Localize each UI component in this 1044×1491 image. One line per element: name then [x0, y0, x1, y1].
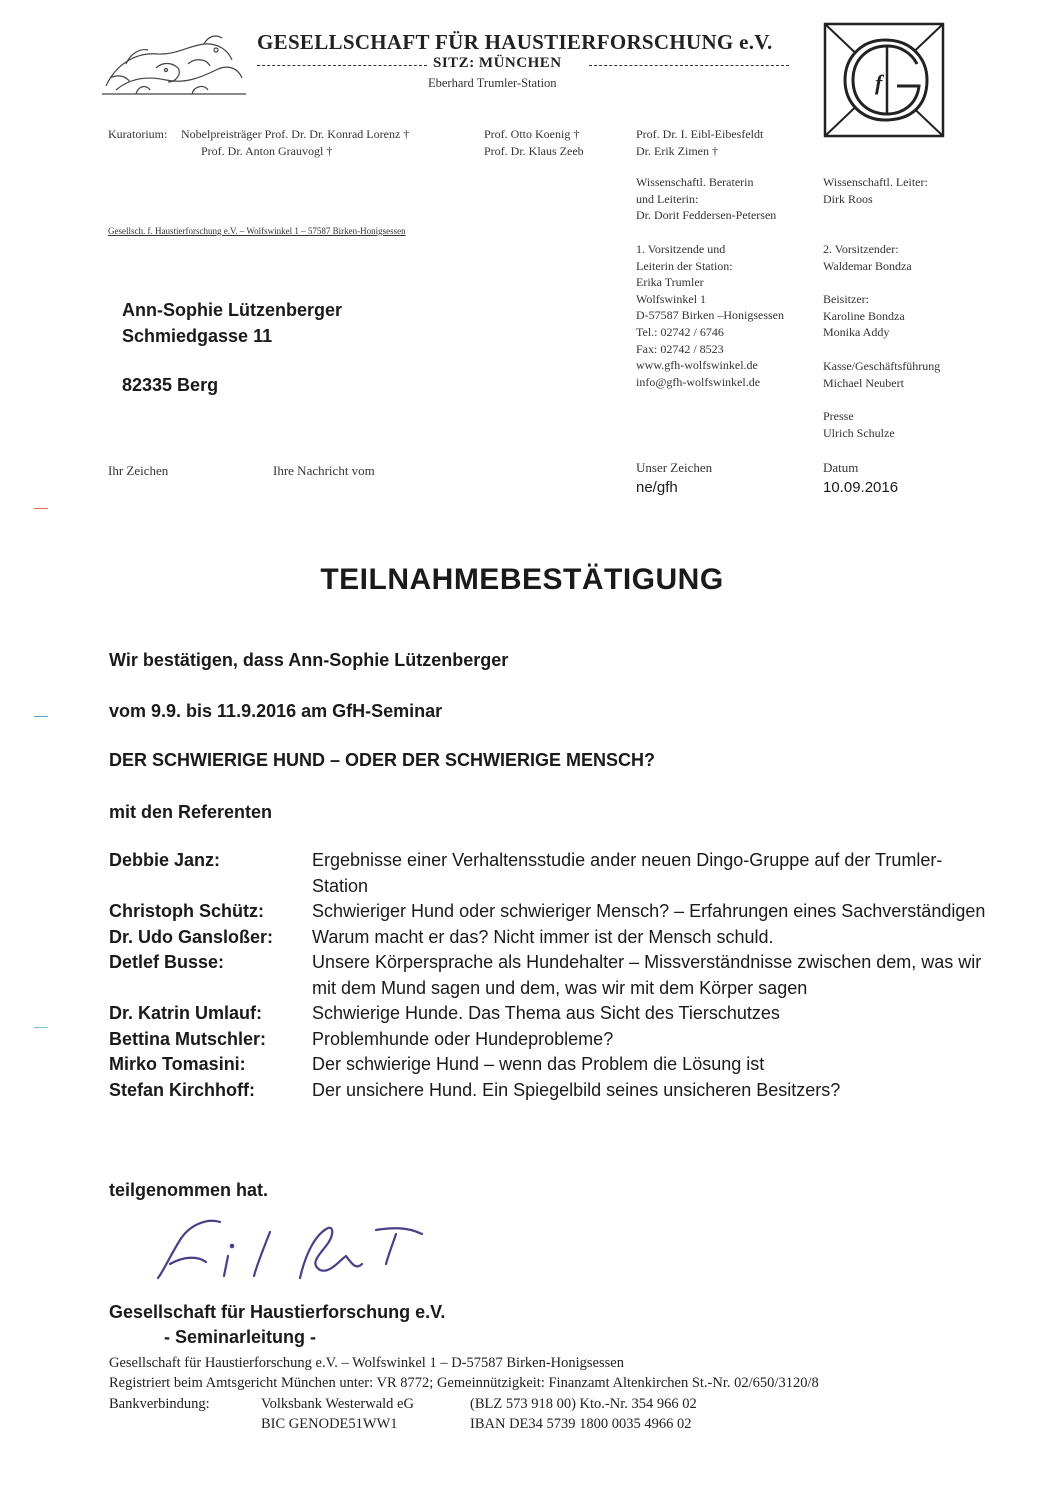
kuratorium-member: Prof. Dr. Anton Grauvogl †: [201, 143, 333, 158]
org-name: GESELLSCHAFT FÜR HAUSTIERFORSCHUNG e.V.: [257, 30, 773, 54]
bank-name: Volksbank Westerwald eG: [261, 1396, 414, 1412]
kuratorium-member: Prof. Dr. Klaus Zeeb: [484, 143, 584, 158]
seminar-title: DER SCHWIERIGE HUND – ODER DER SCHWIERIGE MENSCH?: [109, 750, 656, 770]
closing-line: teilgenommen hat.: [109, 1180, 269, 1200]
animal-sketch-logo: [96, 24, 252, 104]
recipient-name: Ann-Sophie Lützenberger: [122, 300, 342, 320]
chair1-phone: Tel.: 02742 / 6746: [636, 324, 724, 339]
lecturer-name: Mirko Tomasini:: [109, 1054, 246, 1074]
chair1-block: [636, 241, 784, 390]
recipient-city: 82335 Berg: [122, 375, 219, 395]
footer-address: Gesellschaft für Haustierforschung e.V. – Wolfswinkel 1 – D-57587 Birken-Honigsessen: [109, 1355, 624, 1371]
seat-line: [257, 55, 789, 75]
chair1-line: Wolfswinkel 1: [636, 291, 707, 306]
your-message-label: Ihre Nachricht vom: [273, 463, 375, 478]
lecturer-row: [109, 925, 989, 951]
lecturer-row: [109, 899, 989, 925]
svg-text:f: f: [875, 70, 883, 95]
website-link[interactable]: www.gfh-wolfswinkel.de: [636, 358, 758, 373]
press-line: Ulrich Schulze: [823, 425, 895, 440]
recipient-street: Schmiedgasse 11: [122, 326, 273, 346]
chair2-line: 2. Vorsitzender:: [823, 242, 899, 256]
leader-line: Wissenschaftl. Leiter:: [823, 175, 928, 189]
kuratorium-label: Kuratorium:: [108, 127, 168, 141]
treasury-line: Kasse/Geschäftsführung: [823, 359, 941, 373]
kuratorium-member: Nobelpreisträger Prof. Dr. Dr. Konrad Lorenz †: [181, 127, 410, 141]
your-ref-label: Ihr Zeichen: [108, 463, 169, 478]
lecturer-name: Dr. Katrin Umlauf:: [109, 1003, 263, 1023]
bank-iban: IBAN DE34 5739 1800 0035 4966 02: [470, 1416, 692, 1432]
kuratorium-col2: [484, 126, 584, 159]
kuratorium-col1: [181, 126, 409, 159]
bank-bic: BIC GENODE51WW1: [261, 1416, 398, 1432]
footer-registration: Registriert beim Amtsgericht München unter: VR 8772; Gemeinnützigkeit: Finanzamt Altenkirchen St.-Nr. 02/650/3120/8: [109, 1375, 819, 1391]
seminar-dates: vom 9.9. bis 11.9.2016 am GfH-Seminar: [109, 701, 443, 721]
chair1-line: Leiterin der Station:: [636, 258, 733, 273]
lecturer-row: [109, 1001, 989, 1027]
lecture-topic: Ergebnisse einer Verhaltensstudie ander neuen Dingo-Gruppe auf der Trumler-Station: [312, 850, 943, 896]
fold-mark: [34, 1027, 48, 1028]
signatory-role: - Seminarleitung -: [164, 1327, 317, 1347]
handwritten-signature: [150, 1212, 440, 1292]
leader-block: [823, 174, 928, 207]
date-value: 10.09.2016: [823, 479, 899, 496]
assessors-block: [823, 291, 905, 341]
lecturers-intro: mit den Referenten: [109, 802, 273, 822]
assessors-line: Monika Addy: [823, 325, 890, 340]
our-ref-label: Unser Zeichen: [636, 460, 713, 475]
kuratorium-member: Prof. Otto Koenig †: [484, 127, 580, 141]
chair2-line: Waldemar Bondza: [823, 258, 912, 273]
leader-line: Dirk Roos: [823, 191, 873, 206]
kuratorium-col3: [636, 126, 763, 159]
our-ref-value: ne/gfh: [636, 479, 678, 496]
chair1-fax: Fax: 02742 / 8523: [636, 341, 724, 356]
lecturer-name: Christoph Schütz:: [109, 901, 264, 921]
chair1-line: 1. Vorsitzende und: [636, 242, 726, 256]
lecturer-row: [109, 848, 989, 899]
lecturer-name: Bettina Mutschler:: [109, 1028, 267, 1049]
lecture-topic: Schwieriger Hund oder schwieriger Mensch? – Erfahrungen eines Sachverständigen: [312, 901, 986, 921]
sender-return-line: Gesellsch. f. Haustierforschung e.V. – Wolfswinkel 1 – 57587 Birken-Honigsessen: [108, 226, 406, 236]
lecture-topic: Unsere Körpersprache als Hundehalter – Missverständnisse zwischen dem, was wir mit dem Mund sagen und dem, was wir mit dem Körper sagen: [312, 952, 982, 998]
chair2-block: [823, 241, 912, 274]
kuratorium-member: Dr. Erik Zimen †: [636, 143, 718, 158]
punch-mark: [34, 716, 48, 717]
lecturer-row: [109, 1052, 989, 1078]
chair1-line: D-57587 Birken –Honigsessen: [636, 308, 784, 323]
fhg-monogram-logo: [823, 22, 945, 138]
email-link[interactable]: info@gfh-wolfswinkel.de: [636, 374, 761, 389]
lecture-topic: Der schwierige Hund – wenn das Problem die Lösung ist: [312, 1054, 765, 1074]
lecture-topic: Der unsichere Hund. Ein Spiegelbild seines unsicheren Besitzers?: [312, 1079, 841, 1100]
station-name: Eberhard Trumler-Station: [428, 76, 557, 90]
press-block: [823, 408, 895, 441]
advisor-line: Wissenschaftl. Beraterin: [636, 175, 754, 189]
dashed-rule-right: [589, 65, 789, 66]
bank-codes: (BLZ 573 918 00) Kto.-Nr. 354 966 02: [470, 1396, 697, 1412]
lecturer-list: [109, 848, 989, 1103]
assessors-line: Beisitzer:: [823, 292, 869, 306]
lecturer-row: [109, 950, 989, 1001]
lecturer-name: Debbie Janz:: [109, 850, 221, 870]
lecture-topic: Warum macht er das? Nicht immer ist der Mensch schuld.: [312, 926, 774, 947]
confirmation-line: Wir bestätigen, dass Ann-Sophie Lützenberger: [109, 650, 509, 670]
document-title: TEILNAHMEBESTÄTIGUNG: [320, 563, 724, 596]
treasury-line: Michael Neubert: [823, 375, 904, 390]
treasury-block: [823, 358, 940, 391]
lecturer-row: [109, 1027, 989, 1053]
kuratorium-member: Prof. Dr. I. Eibl-Eibesfeldt: [636, 127, 764, 141]
seat-text: SITZ: MÜNCHEN: [433, 55, 562, 71]
advisor-line: Dr. Dorit Feddersen-Petersen: [636, 208, 777, 223]
lecture-topic: Schwierige Hunde. Das Thema aus Sicht des Tierschutzes: [312, 1003, 780, 1023]
dashed-rule-left: [257, 65, 427, 66]
press-line: Presse: [823, 409, 854, 423]
assessors-line: Karoline Bondza: [823, 308, 905, 323]
advisor-line: und Leiterin:: [636, 191, 699, 206]
fold-mark: [34, 508, 48, 509]
lecturer-row: [109, 1078, 989, 1104]
signatory-org: Gesellschaft für Haustierforschung e.V.: [109, 1302, 446, 1322]
lecturer-name: Detlef Busse:: [109, 952, 225, 972]
date-label: Datum: [823, 460, 859, 475]
bank-label: Bankverbindung:: [109, 1396, 210, 1412]
lecturer-name: Dr. Udo Gansloßer:: [109, 926, 274, 947]
lecturer-name: Stefan Kirchhoff:: [109, 1079, 255, 1100]
lecture-topic: Problemhunde oder Hundeprobleme?: [312, 1028, 614, 1049]
chair1-line: Erika Trumler: [636, 275, 704, 290]
advisor-block: [636, 174, 776, 224]
